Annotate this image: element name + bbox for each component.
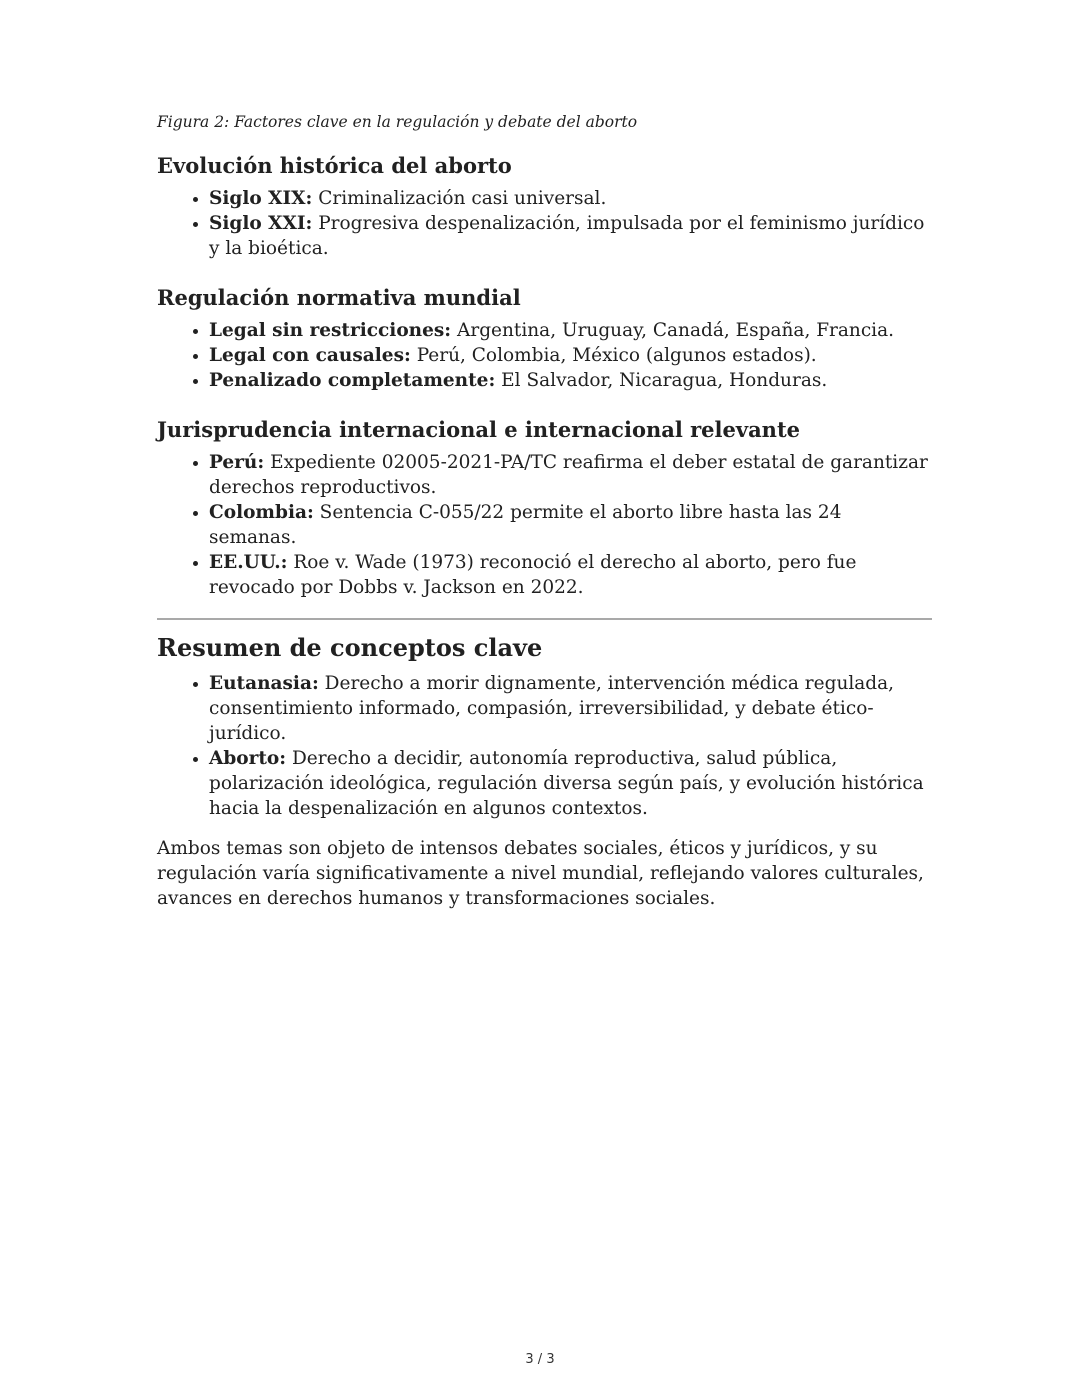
list-item <box>209 318 932 343</box>
item-label: Siglo XXI: <box>209 213 313 234</box>
item-label: Legal sin restricciones: <box>209 320 452 341</box>
list-item <box>209 500 932 550</box>
section-list-regulacion <box>157 318 932 393</box>
section-regulacion-mundial <box>157 286 932 393</box>
summary-list <box>157 671 932 821</box>
list-item <box>209 368 932 393</box>
list-item <box>209 211 932 261</box>
item-label: Penalizado completamente: <box>209 370 496 391</box>
item-label: Siglo XIX: <box>209 188 313 209</box>
section-list-jurisprudencia <box>157 450 932 600</box>
section-heading-evolucion: Evolución histórica del aborto <box>157 153 512 178</box>
section-list-evolucion <box>157 186 932 261</box>
section-divider <box>157 618 932 620</box>
item-text: Progresiva despenalización, impulsada por el feminismo jurídico y la bioética. <box>209 213 925 259</box>
section-resumen <box>157 634 932 911</box>
item-label: Perú: <box>209 452 265 473</box>
item-label: Eutanasia: <box>209 673 319 694</box>
section-heading-jurisprudencia: Jurisprudencia internacional e internacional relevante <box>157 417 801 442</box>
item-text: Derecho a decidir, autonomía reproductiva, salud pública, polarización ideológica, regulación diversa según país, y evolución histórica hacia la despenalización en algunos contextos. <box>209 748 924 819</box>
item-text: Roe v. Wade (1973) reconoció el derecho al aborto, pero fue revocado por Dobbs v. Jackson en 2022. <box>209 552 857 598</box>
item-text: El Salvador, Nicaragua, Honduras. <box>495 370 828 391</box>
list-item <box>209 671 932 746</box>
figure-caption: Figura 2: Factores clave en la regulación y debate del aborto <box>157 113 638 131</box>
item-text: Expediente 02005-2021-PA/TC reafirma el deber estatal de garantizar derechos reproductivos. <box>209 452 928 498</box>
closing-paragraph: Ambos temas son objeto de intensos debates sociales, éticos y jurídicos, y su regulación varía significativamente a nivel mundial, reflejando valores culturales, avances en derechos humanos y transformaciones sociales. <box>157 838 924 909</box>
summary-heading: Resumen de conceptos clave <box>157 633 543 662</box>
item-text: Argentina, Uruguay, Canadá, España, Francia. <box>451 320 895 341</box>
item-label: Legal con causales: <box>209 345 411 366</box>
list-item <box>209 550 932 600</box>
list-item <box>209 343 932 368</box>
section-heading-regulacion: Regulación normativa mundial <box>157 285 521 310</box>
item-label: Aborto: <box>209 748 287 769</box>
page-number: 3 / 3 <box>525 1352 555 1367</box>
item-text: Perú, Colombia, México (algunos estados). <box>410 345 817 366</box>
section-jurisprudencia <box>157 418 932 600</box>
item-text: Sentencia C-055/22 permite el aborto libre hasta las 24 semanas. <box>209 502 842 548</box>
list-item <box>209 746 932 821</box>
list-item <box>209 450 932 500</box>
document-content <box>157 112 932 911</box>
item-text: Derecho a morir dignamente, intervención médica regulada, consentimiento informado, compasión, irreversibilidad, y debate ético-jurídico. <box>209 673 895 744</box>
list-item <box>209 186 932 211</box>
item-label: Colombia: <box>209 502 314 523</box>
section-evolucion-historica <box>157 154 932 261</box>
item-label: EE.UU.: <box>209 552 288 573</box>
item-text: Criminalización casi universal. <box>312 188 607 209</box>
